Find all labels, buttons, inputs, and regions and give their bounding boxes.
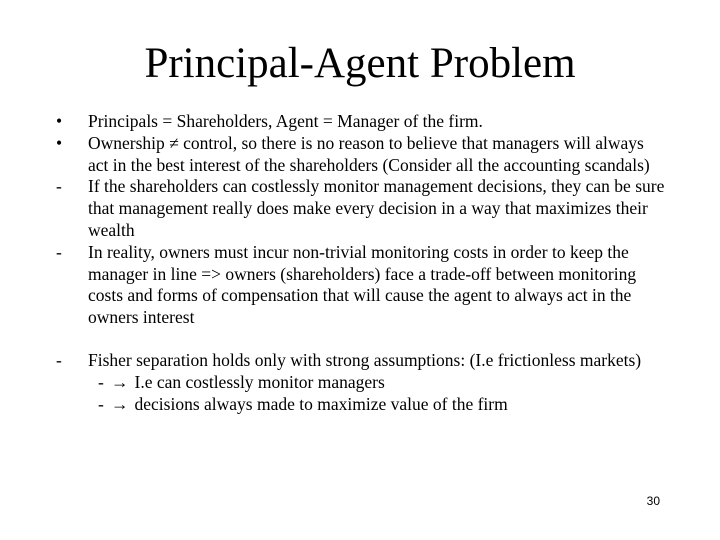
dash-text: If the shareholders can costlessly monitor management decisions, they can be sure that management really does make every decision in a way that maximizes their wealth <box>88 176 665 240</box>
slide-title: Principal-Agent Problem <box>144 40 576 87</box>
dash-marker: - <box>56 350 62 371</box>
spacer <box>56 329 666 351</box>
arrow-icon: → <box>111 372 129 393</box>
bullet-point <box>56 111 666 133</box>
bullet-marker: • <box>56 111 63 131</box>
dash-marker: - <box>56 176 62 197</box>
dash-marker: - <box>98 372 104 393</box>
sub-point-text: decisions always made to maximize value of the firm <box>134 394 508 415</box>
dash-point <box>56 242 666 329</box>
dash-marker: - <box>56 241 62 262</box>
sub-point <box>56 394 666 416</box>
bullet-point <box>56 133 666 177</box>
sub-point-text: I.e can costlessly monitor managers <box>134 372 385 393</box>
bullet-marker: • <box>56 132 63 153</box>
sub-point <box>56 372 666 394</box>
page-number: 30 <box>646 494 660 508</box>
dash-point <box>56 350 666 372</box>
dash-text: In reality, owners must incur non-trivial monitoring costs in order to keep the manager in line => owners (shareholders) face a trade-off between monitoring costs and forms of compensation that will cause the agent to always act in the owners interest <box>88 241 637 328</box>
dash-point <box>56 176 666 241</box>
dash-marker: - <box>98 394 104 415</box>
bullet-text: Ownership ≠ control, so there is no reason to believe that managers will always act in the best interest of the shareholders (Consider all the accounting scandals) <box>88 132 650 175</box>
slide-body <box>56 111 666 416</box>
dash-text: Fisher separation holds only with strong assumptions: (I.e frictionless markets) <box>88 350 642 371</box>
arrow-icon: → <box>111 394 129 415</box>
bullet-text: Principals = Shareholders, Agent = Manager of the firm. <box>88 111 483 131</box>
